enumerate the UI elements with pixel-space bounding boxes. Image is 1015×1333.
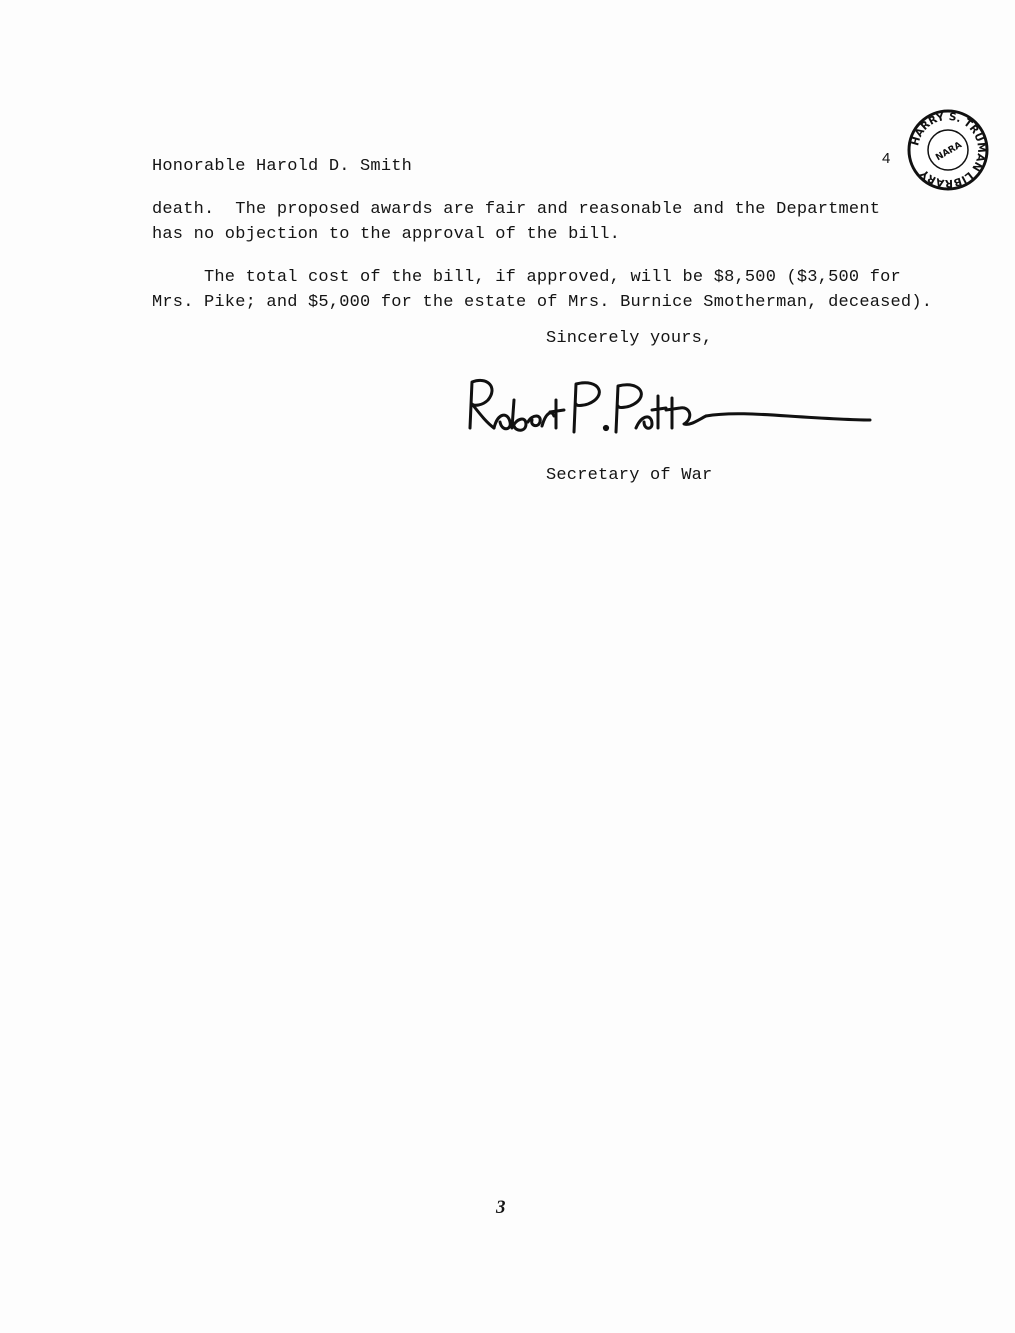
stamp-outer-text: HARRY S. TRUMAN LIBRARY: [909, 110, 988, 190]
signer-title: Secretary of War: [546, 466, 713, 485]
body-paragraph-2: The total cost of the bill, if approved, will be $8,500 ($3,500 for Mrs. Pike; and $5,000 for the estate of Mrs. Burnice Smotherman, deceased).: [152, 268, 933, 312]
handwritten-signature: [458, 370, 878, 450]
stamp-inner-text: NARA: [934, 140, 964, 164]
archive-stamp: [906, 108, 990, 192]
addressee-heading: Honorable Harold D. Smith: [152, 157, 413, 176]
page-number: 3: [496, 1197, 506, 1218]
closing-salutation: Sincerely yours,: [546, 329, 713, 348]
body-paragraph-1: death. The proposed awards are fair and reasonable and the Department has no objection to the approval of the bill.: [152, 200, 881, 244]
page-mark: 4: [882, 150, 891, 167]
